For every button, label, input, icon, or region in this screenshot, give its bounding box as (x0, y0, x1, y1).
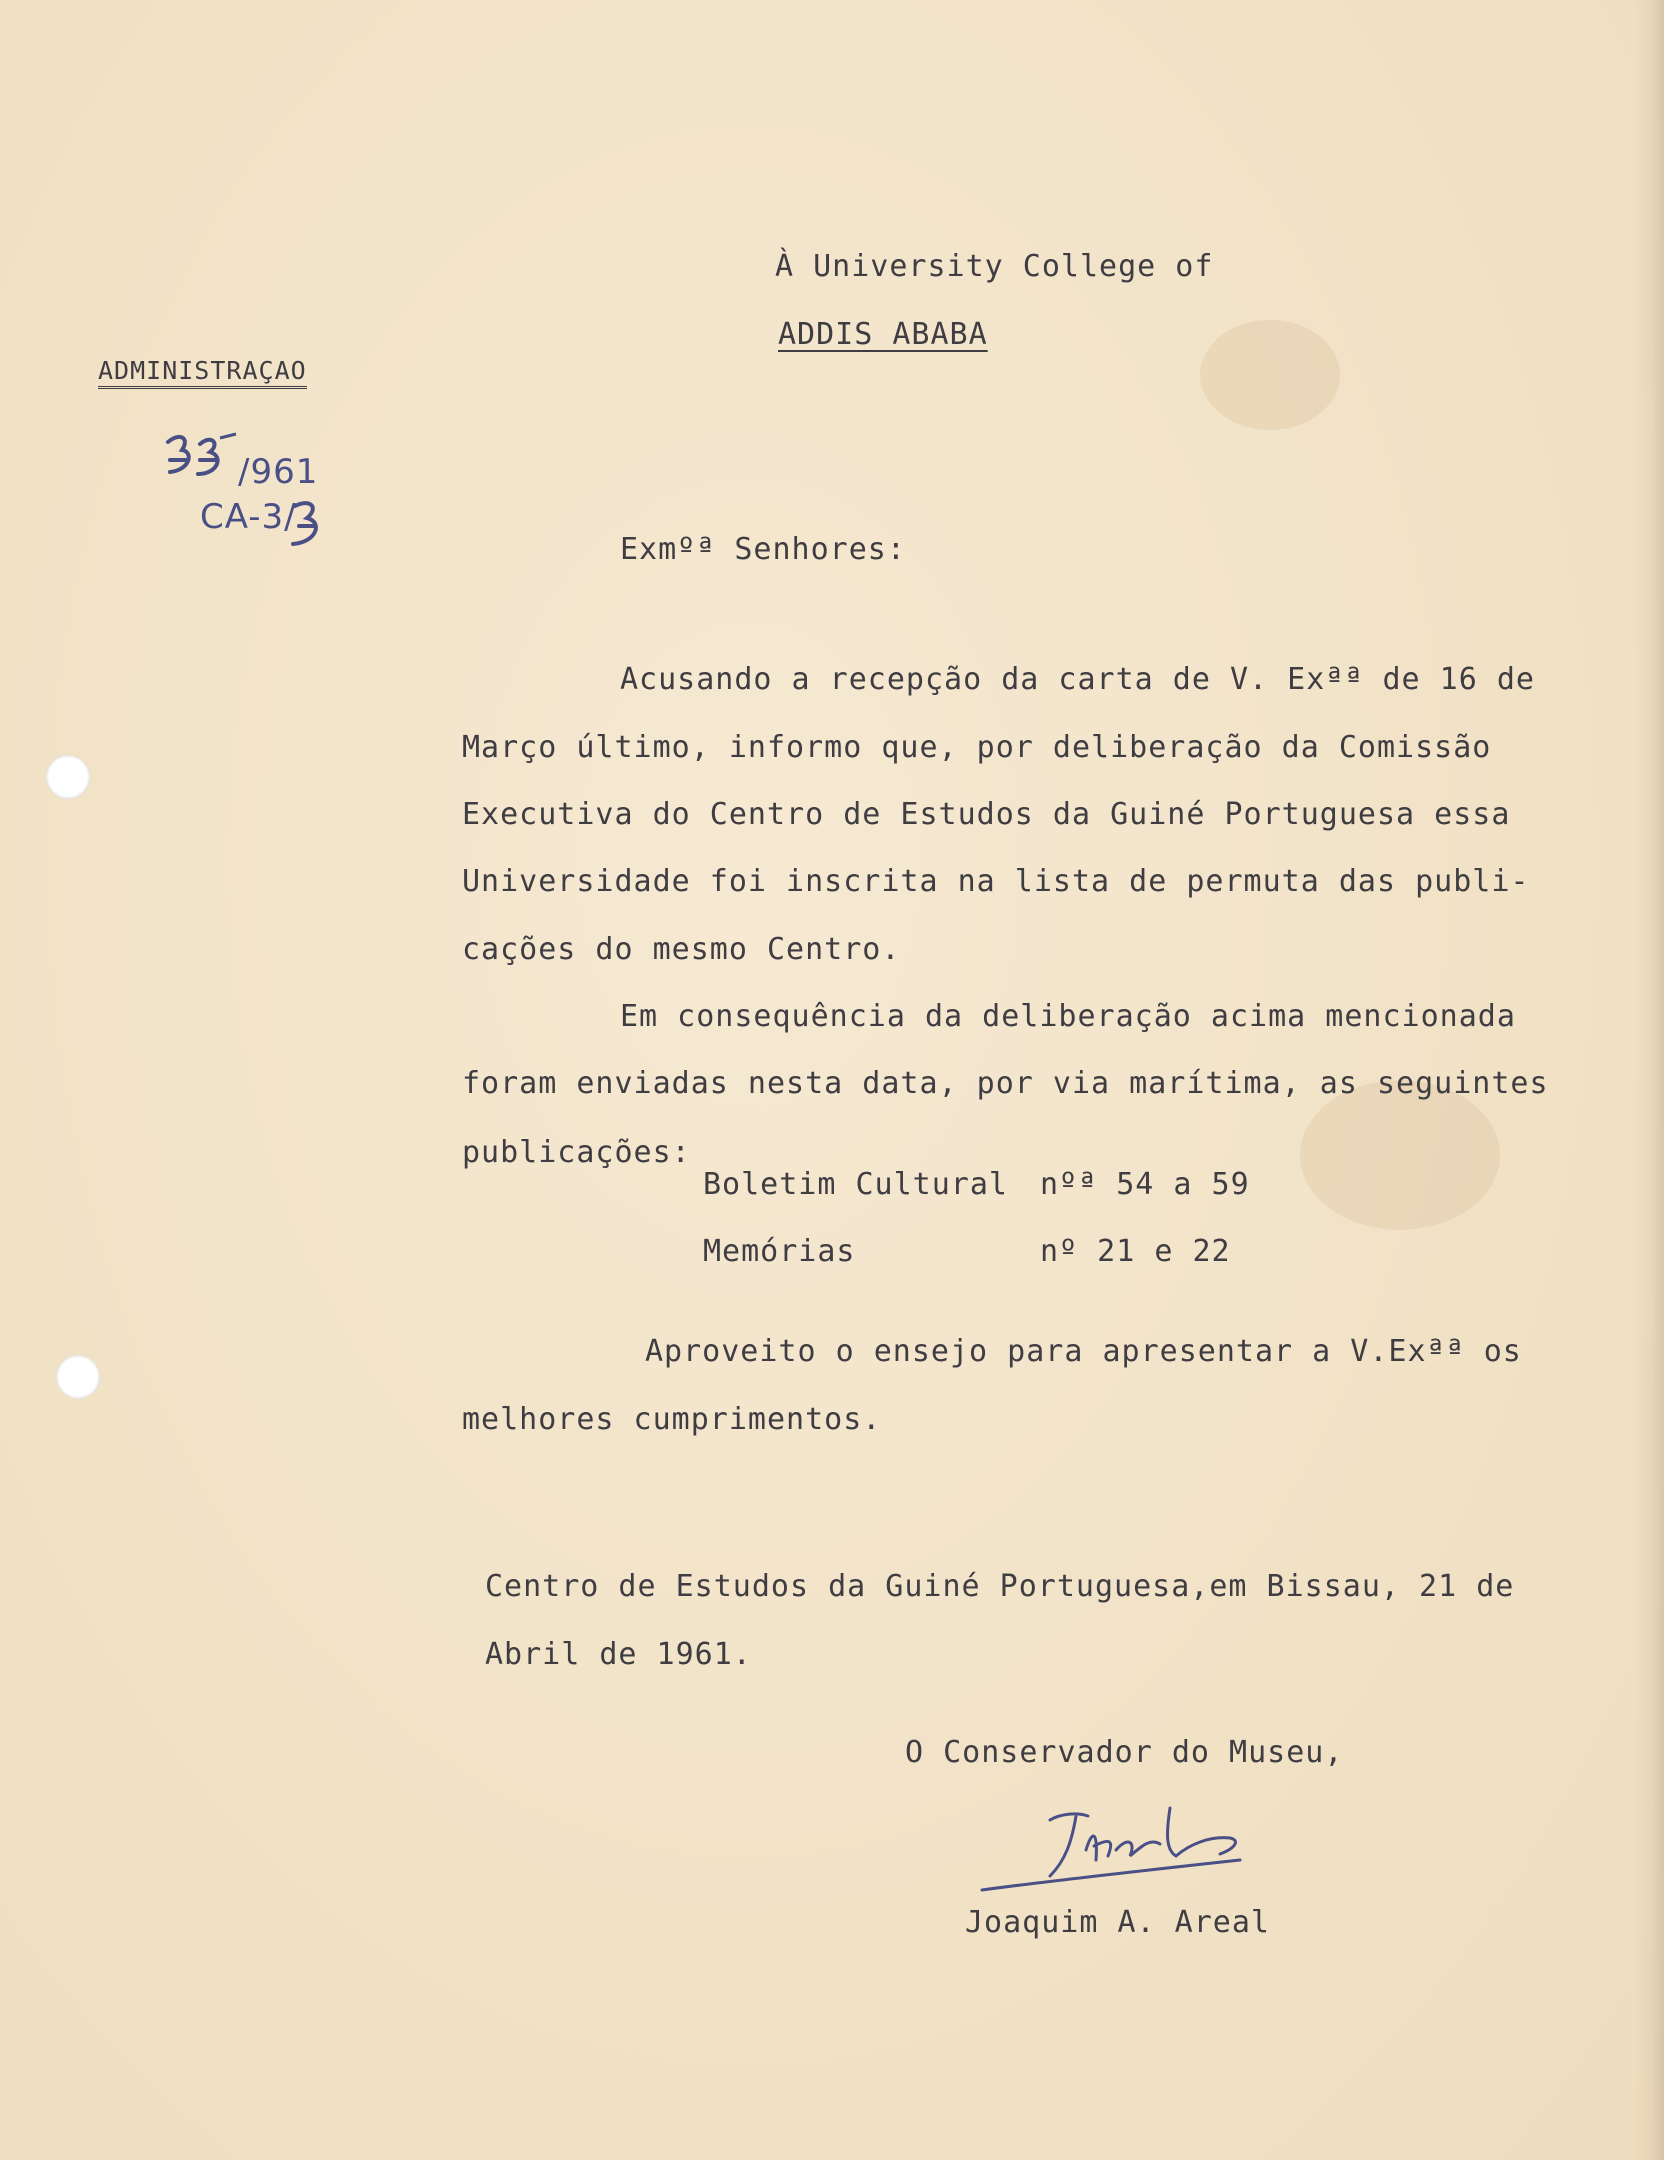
handwritten-ref-digits (160, 430, 240, 490)
addressee-line-2: ADDIS ABABA (778, 317, 988, 352)
reference-code: CA-3/ (200, 497, 297, 537)
paper-stain (1300, 1080, 1500, 1230)
handwritten-signature (980, 1790, 1300, 1900)
addressee-line-1: À University College of (775, 249, 1214, 284)
closing-line: Aproveito o ensejo para apresentar a V.Exªª os (645, 1334, 1522, 1369)
administration-stamp: ADMINISTRAÇAO (98, 358, 307, 389)
punch-hole-bottom (56, 1355, 100, 1399)
body-line: Março último, informo que, por deliberação da Comissão (462, 730, 1492, 765)
body-line: Universidade foi inscrita na lista de permuta das publi- (462, 864, 1530, 899)
publication-numbers: nºª 54 a 59 (1040, 1167, 1250, 1202)
body-line: cações do mesmo Centro. (462, 932, 901, 967)
handwritten-ref-digit (285, 496, 335, 556)
place-date-line: Abril de 1961. (485, 1637, 752, 1672)
salutation: Exmºª Senhores: (620, 532, 906, 567)
body-line: publicações: (462, 1135, 691, 1170)
body-line: Acusando a recepção da carta de V. Exªª de 16 de (620, 662, 1535, 697)
body-line: Em consequência da deliberação acima mencionada (620, 999, 1516, 1034)
paper-stain (1200, 320, 1340, 430)
publication-name: Boletim Cultural (703, 1167, 1008, 1202)
place-date-line: Centro de Estudos da Guiné Portuguesa,em Bissau, 21 de (485, 1569, 1515, 1604)
publication-numbers: nº 21 e 22 (1040, 1234, 1231, 1269)
closing-line: melhores cumprimentos. (462, 1402, 882, 1437)
punch-hole-top (46, 755, 90, 799)
signatory-title: O Conservador do Museu, (905, 1735, 1344, 1770)
publication-name: Memórias (703, 1234, 856, 1269)
body-line: foram enviadas nesta data, por via marítima, as seguintes (462, 1066, 1549, 1101)
reference-number: /961 (238, 452, 319, 492)
body-line: Executiva do Centro de Estudos da Guiné Portuguesa essa (462, 797, 1511, 832)
signatory-name: Joaquim A. Areal (965, 1905, 1270, 1940)
paper-edge-shadow (1634, 0, 1664, 2160)
